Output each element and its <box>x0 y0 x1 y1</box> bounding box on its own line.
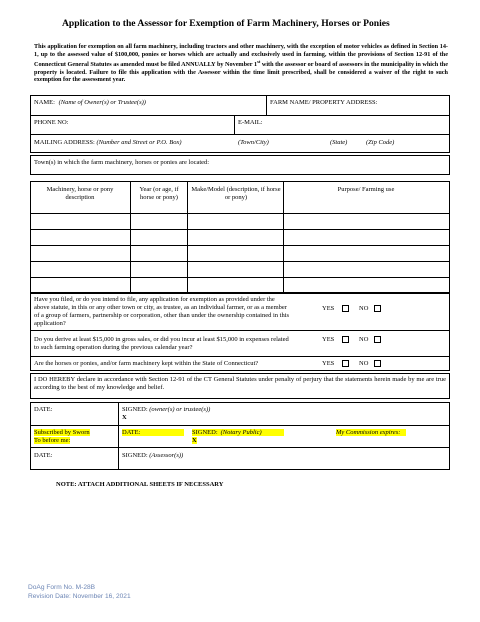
notary-sign-x: X <box>192 437 197 444</box>
assessor-signature-label: SIGNED: <box>122 452 148 459</box>
owner-signature-label: SIGNED: <box>122 406 148 413</box>
question-1-yes-label: YES <box>322 305 335 312</box>
sworn-text <box>34 429 90 445</box>
question-3-yes-label: YES <box>322 360 335 367</box>
notary-signature-field[interactable] <box>192 429 284 437</box>
revision-date: Revision Date: November 16, 2021 <box>28 593 131 600</box>
question-1-yes-checkbox[interactable] <box>342 305 349 312</box>
question-3-no-label: NO <box>359 360 369 367</box>
intro-text: This application for exemption on all farm machinery, including tractors and other machinery, with the exception of motor vehicles as defined in Section 14-1, up to the assessed value of $100,000, ponies or horses which are actually and exclusively used in farming, within the provisions of Section 12-91 of the Connecticut General Statutes as amended must be filed ANNUALLY by November 1st with the assessor or board of assessors in the municipality in which the property is located. Failure to file this application with the Assessor within the time limit prescribed, shall be considered a waiver of the right to such exemption for the assessment year. <box>34 43 448 84</box>
zip-hint: (Zip Code) <box>366 139 395 146</box>
notary-date-label: DATE: <box>122 429 184 436</box>
question-2-yes-checkbox[interactable] <box>342 336 349 343</box>
table-header-purpose: Purpose/ Farming use <box>337 186 395 193</box>
table-header-description: Machinery, horse or pony description <box>46 186 114 201</box>
owner-signature-field[interactable] <box>122 406 210 414</box>
sworn-line-2: To before me: <box>34 437 71 444</box>
form-number: DoAg Form No. M-28B <box>28 584 96 591</box>
commission-label: My Commission expires: <box>336 429 406 436</box>
towns-label: Town(s) in which the farm machinery, horses or ponies are located: <box>34 159 210 166</box>
notary-date-field[interactable] <box>122 429 184 437</box>
commission-field[interactable] <box>336 429 406 437</box>
table-header-make-model: Make/Model (description, if horse or pony) <box>191 186 281 201</box>
town-hint: (Town/City) <box>238 139 269 146</box>
question-3-text: Are the horses or ponies, and/or farm machinery kept within the State of Connecticut? <box>34 360 259 367</box>
owner-signature-hint: (owner(s) or trustee(s)) <box>149 406 211 413</box>
question-2-no-label: NO <box>359 336 369 343</box>
owner-date-field[interactable]: DATE: <box>34 406 53 413</box>
assessor-signature-field[interactable] <box>122 452 183 460</box>
name-hint: (Name of Owner(s) or Trustee(s)) <box>58 99 146 106</box>
mailing-hint: (Number and Street or P.O. Box) <box>96 139 182 146</box>
intro-paragraph <box>34 43 448 84</box>
farm-name-field[interactable]: FARM NAME/ PROPERTY ADDRESS: <box>270 99 378 106</box>
question-2-no-checkbox[interactable] <box>374 336 381 343</box>
question-1-no-checkbox[interactable] <box>374 305 381 312</box>
question-1-text: Have you filed, or do you intend to file, any application for exemption as provided under the above statute, in this or any other town or city, as trustee, as an individual farmer, or as a member of a group of farmers, partnership or corporation, other than under the ownership contained in this application? <box>34 296 290 327</box>
question-2-yes-label: YES <box>322 336 335 343</box>
name-label: NAME: <box>34 99 55 106</box>
question-1-no-label: NO <box>359 305 369 312</box>
name-field[interactable] <box>34 99 146 107</box>
notary-signature-hint: (Notary Public) <box>218 429 284 436</box>
assessor-signature-hint: (Assessor(s)) <box>149 452 184 459</box>
phone-field[interactable]: PHONE NO: <box>34 119 69 126</box>
state-hint: (State) <box>330 139 348 146</box>
mailing-label: MAILING ADDRESS: <box>34 139 95 146</box>
assessor-date-field[interactable]: DATE: <box>34 452 53 459</box>
email-field[interactable]: E-MAIL: <box>238 119 263 126</box>
page-title: Application to the Assessor for Exemption of Farm Machinery, Horses or Ponies <box>62 18 390 29</box>
question-2-text: Do you derive at least $15,000 in gross sales, or did you incur at least $15,000 in expenses related to such farming operation during the previous calendar year? <box>34 336 289 351</box>
table-header-year: Year (or age, if horse or pony) <box>139 186 179 201</box>
question-3-no-checkbox[interactable] <box>374 360 381 367</box>
attach-note: NOTE: ATTACH ADDITIONAL SHEETS IF NECESSARY <box>56 481 224 488</box>
notary-signature-label: SIGNED: <box>192 429 218 436</box>
owner-sign-x: X <box>122 414 127 421</box>
question-3-yes-checkbox[interactable] <box>342 360 349 367</box>
mailing-address-field[interactable] <box>34 139 182 147</box>
declaration-text: I DO HEREBY declare in accordance with Section 12-91 of the CT General Statutes under penalty of perjury that the statements herein made by me are true according to the best of my knowledge and belief. <box>34 376 446 391</box>
sworn-line-1: Subscribed by Sworn <box>34 429 90 436</box>
